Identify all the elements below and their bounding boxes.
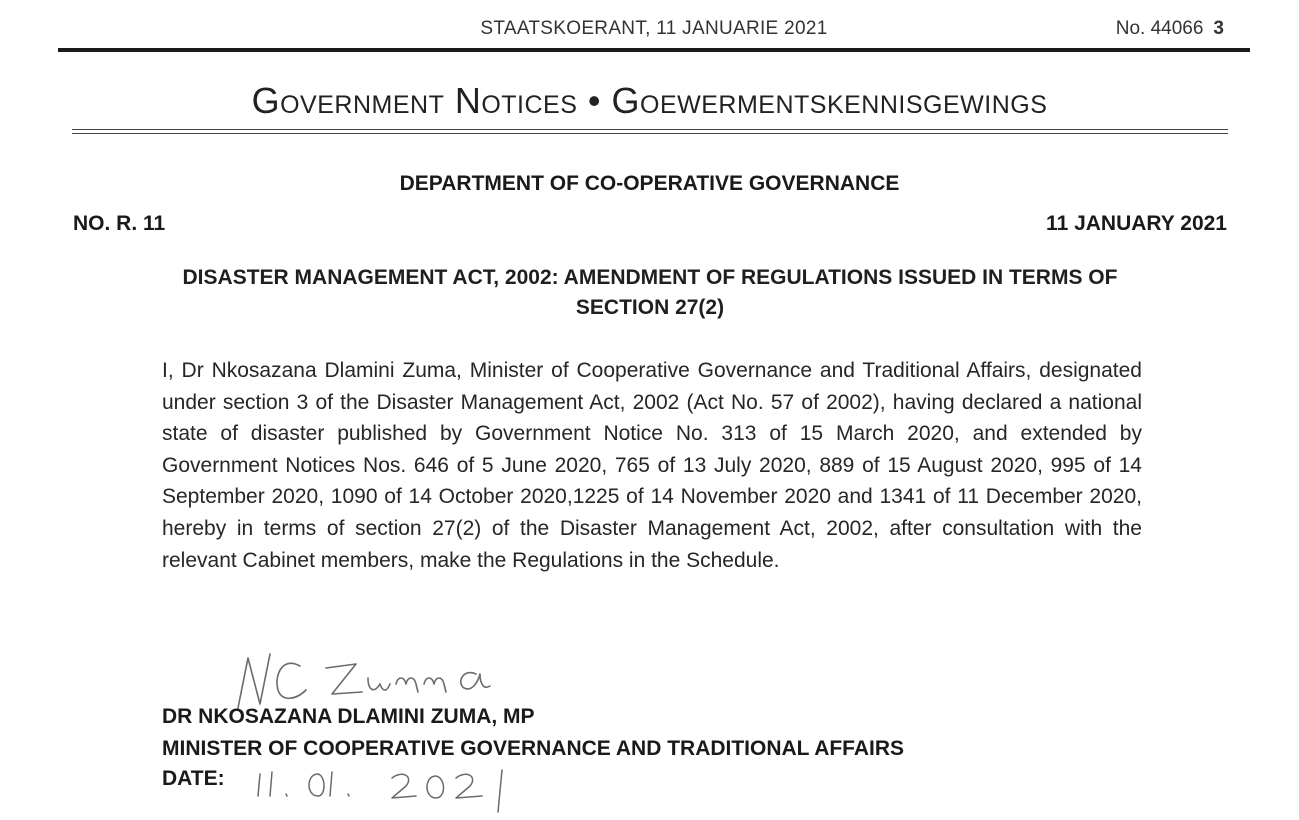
gazette-number: No. 44066 xyxy=(1115,18,1204,39)
notice-date: 11 JANUARY 2021 xyxy=(1046,212,1227,235)
handwritten-date xyxy=(250,760,520,815)
date-drawing xyxy=(250,760,520,815)
header-rule xyxy=(58,48,1250,52)
document-title: DISASTER MANAGEMENT ACT, 2002: AMENDMENT OF REGULATIONS ISSUED IN TERMS OF SECTION 27(2) xyxy=(182,266,1118,319)
signatory-title: MINISTER OF COOPERATIVE GOVERNANCE AND TRADITIONAL AFFAIRS xyxy=(162,737,905,760)
page-number: 3 xyxy=(1213,18,1224,39)
gazette-number-block xyxy=(1116,18,1224,40)
signatory-name: DR NKOSAZANA DLAMINI ZUMA, MP xyxy=(162,705,535,728)
gazette-header xyxy=(58,0,1250,54)
section-rule-top xyxy=(72,129,1228,130)
section-heading: Government Notices • Goewermentskennisgewings xyxy=(251,80,1048,121)
notice-number: NO. R. 11 xyxy=(73,212,166,235)
gazette-title: STAATSKOERANT, 11 JANUARIE 2021 xyxy=(480,18,828,39)
department-name: DEPARTMENT OF CO-OPERATIVE GOVERNANCE xyxy=(399,172,900,195)
date-label: DATE: xyxy=(162,767,225,790)
document-body: I, Dr Nkosazana Dlamini Zuma, Minister of Cooperative Governance and Traditional Affairs, designated under section 3 of the Disaster Management Act, 2002 (Act No. 57 of 2002), having declared a national state of disaster published by Government Notice No. 313 of 15 March 2020, and extended by Government Notices Nos. 646 of 5 June 2020, 765 of 13 July 2020, 889 of 15 August 2020, 995 of 14 September 2020, 1090 of 14 October 2020,1225 of 14 November 2020 and 1341 of 11 December 2020, hereby in terms of section 27(2) of the Disaster Management Act, 2002, after consultation with the relevant Cabinet members, make the Regulations in the Schedule. xyxy=(162,359,1142,572)
section-rule-bottom xyxy=(72,133,1228,134)
